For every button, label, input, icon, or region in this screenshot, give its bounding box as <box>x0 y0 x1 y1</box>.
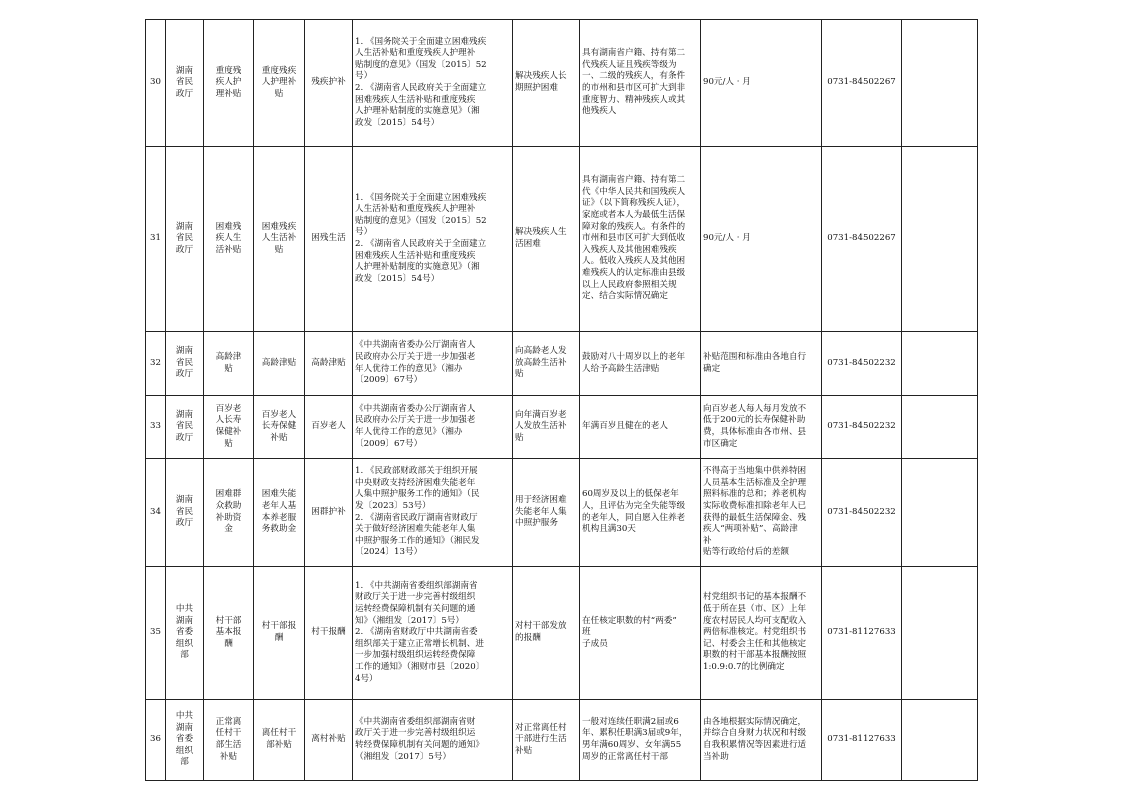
contact-phone-cell: 0731-84502232 <box>822 332 902 396</box>
subsidy-item-cell: 困难残疾 人生活补 贴 <box>254 147 305 332</box>
policy-basis-cell: 《中共湖南省委办公厅湖南省人 民政府办公厅关于进一步加强老 年人优待工作的意见》（湘办 〔2009〕67号） <box>353 332 513 396</box>
subsidy-name-cell: 困难残 疾人生 活补贴 <box>204 147 254 332</box>
purpose-cell: 向年满百岁老 人发放生活补 贴 <box>513 396 580 459</box>
category-cell: 村干报酬 <box>305 567 353 700</box>
subsidy-name-cell: 高龄津 贴 <box>204 332 254 396</box>
policy-basis-cell: 1. 《民政部财政部关于组织开展 中央财政支持经济困难失能老年 人集中照护服务工作的通知》（民 发〔2023〕53号） 2. 《湖南省民政厅湖南省财政厅 关于做好经济困难失能老年人集 中照护服务工作的通知》（湘民发 〔2024〕13号） <box>353 459 513 567</box>
table-row <box>146 332 978 396</box>
purpose-cell: 用于经济困难 失能老年人集 中照护服务 <box>513 459 580 567</box>
note-cell <box>902 459 978 567</box>
subsidy-item-cell: 困难失能 老年人基 本养老服 务救助金 <box>254 459 305 567</box>
standard-cell: 90元/人 · 月 <box>701 20 822 147</box>
note-cell <box>902 332 978 396</box>
note-cell <box>902 567 978 700</box>
subsidy-item-cell: 高龄津贴 <box>254 332 305 396</box>
standard-cell: 由各地根据实际情况确定， 并综合自身财力状况和村级 自我积累情况等因素进行适 当补助 <box>701 700 822 781</box>
department-cell: 湖南 省民 政厅 <box>166 20 204 147</box>
subsidy-item-cell: 百岁老人 长寿保健 补贴 <box>254 396 305 459</box>
target-group-cell: 60周岁及以上的低保老年 人，且评估为完全失能等级 的老年人，同自愿入住养老 机构且满30天 <box>580 459 701 567</box>
target-group-cell: 具有湖南省户籍、持有第二 代残疾人证且残疾等级为 一、二级的残疾人，有条件 的市州和县市区可扩大到非 重度智力、精神残疾人或其 他残疾人 <box>580 20 701 147</box>
contact-phone-cell: 0731-84502267 <box>822 147 902 332</box>
policy-basis-cell: 1. 《中共湖南省委组织部湖南省 财政厅关于进一步完善村级组织 运转经费保障机制有关问题的通 知》（湘组发〔2017〕5号） 2. 《湖南省财政厅中共湖南省委 组织部关于建立正常增长机制、进 一步加强村级组织运转经费保障 工作的通知》（湘财市县〔2020〕 4号） <box>353 567 513 700</box>
note-cell <box>902 20 978 147</box>
target-group-cell: 鼓励对八十周岁以上的老年 人给予高龄生活津贴 <box>580 332 701 396</box>
subsidy-name-cell: 正常离 任村干 部生活 补贴 <box>204 700 254 781</box>
category-cell: 高龄津贴 <box>305 332 353 396</box>
subsidy-name-cell: 重度残 疾人护 理补贴 <box>204 20 254 147</box>
category-cell: 离村补贴 <box>305 700 353 781</box>
contact-phone-cell: 0731-84502232 <box>822 459 902 567</box>
subsidy-name-cell: 百岁老 人长寿 保健补 贴 <box>204 396 254 459</box>
table-row <box>146 20 978 147</box>
purpose-cell: 向高龄老人发 放高龄生活补 贴 <box>513 332 580 396</box>
target-group-cell: 具有湖南省户籍、持有第二 代《中华人民共和国残疾人 证》（以下简称残疾人证）， 家庭或者本人为最低生活保 障对象的残疾人。有条件的 市州和县市区可扩大到低收 入残疾人及其他困难残疾 人。低收入残疾人及其他困 难残疾人的认定标准由县级 以上人民政府参照相关规 定、结合实际情况确定 <box>580 147 701 332</box>
contact-phone-cell: 0731-84502267 <box>822 20 902 147</box>
subsidy-item-cell: 离任村干 部补贴 <box>254 700 305 781</box>
target-group-cell: 年满百岁且健在的老人 <box>580 396 701 459</box>
row-number: 36 <box>146 700 166 781</box>
table-row <box>146 147 978 332</box>
department-cell: 湖南 省民 政厅 <box>166 147 204 332</box>
table-row <box>146 700 978 781</box>
purpose-cell: 解决残疾人生 活困难 <box>513 147 580 332</box>
subsidy-name-cell: 村干部 基本报 酬 <box>204 567 254 700</box>
contact-phone-cell: 0731-81127633 <box>822 700 902 781</box>
category-cell: 百岁老人 <box>305 396 353 459</box>
subsidy-name-cell: 困难群 众救助 补助资 金 <box>204 459 254 567</box>
subsidy-item-cell: 村干部报 酬 <box>254 567 305 700</box>
category-cell: 困残生活 <box>305 147 353 332</box>
standard-cell: 村党组织书记的基本报酬不 低于所在县（市、区）上年 度农村居民人均可支配收入 两倍标准核定。村党组织书 记、村委会主任和其他核定 职数的村干部基本报酬按照 1:0.9:0.7的比例确定 <box>701 567 822 700</box>
standard-cell: 补贴范围和标准由各地自行 确定 <box>701 332 822 396</box>
department-cell: 湖南 省民 政厅 <box>166 396 204 459</box>
category-cell: 困群护补 <box>305 459 353 567</box>
purpose-cell: 对正常离任村 干部进行生活 补贴 <box>513 700 580 781</box>
policy-table <box>145 19 978 781</box>
department-cell: 中共 湖南 省委 组织 部 <box>166 700 204 781</box>
policy-basis-cell: 1. 《国务院关于全面建立困难残疾 人生活补贴和重度残疾人护理补 贴制度的意见》（国发〔2015〕52 号） 2. 《湖南省人民政府关于全面建立 困难残疾人生活补贴和重度残疾 人护理补贴制度的实施意见》（湘 政发〔2015〕54号） <box>353 20 513 147</box>
contact-phone-cell: 0731-84502232 <box>822 396 902 459</box>
row-number: 31 <box>146 147 166 332</box>
note-cell <box>902 700 978 781</box>
policy-basis-cell: 《中共湖南省委办公厅湖南省人 民政府办公厅关于进一步加强老 年人优待工作的意见》（湘办 〔2009〕67号） <box>353 396 513 459</box>
contact-phone-cell: 0731-81127633 <box>822 567 902 700</box>
row-number: 34 <box>146 459 166 567</box>
subsidy-item-cell: 重度残疾 人护理补 贴 <box>254 20 305 147</box>
table-row <box>146 396 978 459</box>
department-cell: 湖南 省民 政厅 <box>166 332 204 396</box>
standard-cell: 不得高于当地集中供养特困 人员基本生活标准及全护理 照料标准的总和；养老机构 实际收费标准扣除老年人已 获得的最低生活保障金、残 疾人“两项补贴”、高龄津 补 贴等行政给付后的差额 <box>701 459 822 567</box>
row-number: 33 <box>146 396 166 459</box>
department-cell: 中共 湖南 省委 组织 部 <box>166 567 204 700</box>
policy-basis-cell: 1. 《国务院关于全面建立困难残疾 人生活补贴和重度残疾人护理补 贴制度的意见》（国发〔2015〕52 号） 2. 《湖南省人民政府关于全面建立 困难残疾人生活补贴和重度残疾 人护理补贴制度的实施意见》（湘 政发〔2015〕54号） <box>353 147 513 332</box>
purpose-cell: 解决残疾人长 期照护困难 <box>513 20 580 147</box>
row-number: 30 <box>146 20 166 147</box>
target-group-cell: 一般对连续任职满2届或6 年、累积任职满3届或9年， 男年满60周岁、女年满55 周岁的正常离任村干部 <box>580 700 701 781</box>
department-cell: 湖南 省民 政厅 <box>166 459 204 567</box>
purpose-cell: 对村干部发放 的报酬 <box>513 567 580 700</box>
note-cell <box>902 396 978 459</box>
standard-cell: 向百岁老人每人每月发放不 低于200元的长寿保健补助 费，具体标准由各市州、县 市区确定 <box>701 396 822 459</box>
table-row <box>146 459 978 567</box>
note-cell <box>902 147 978 332</box>
table-row <box>146 567 978 700</box>
category-cell: 残疾护补 <box>305 20 353 147</box>
standard-cell: 90元/人 · 月 <box>701 147 822 332</box>
row-number: 35 <box>146 567 166 700</box>
policy-basis-cell: 《中共湖南省委组织部湖南省财 政厅关于进一步完善村级组织运 转经费保障机制有关问题的通知》 （湘组发〔2017〕5号） <box>353 700 513 781</box>
row-number: 32 <box>146 332 166 396</box>
target-group-cell: 在任核定职数的村“两委” 班 子成员 <box>580 567 701 700</box>
